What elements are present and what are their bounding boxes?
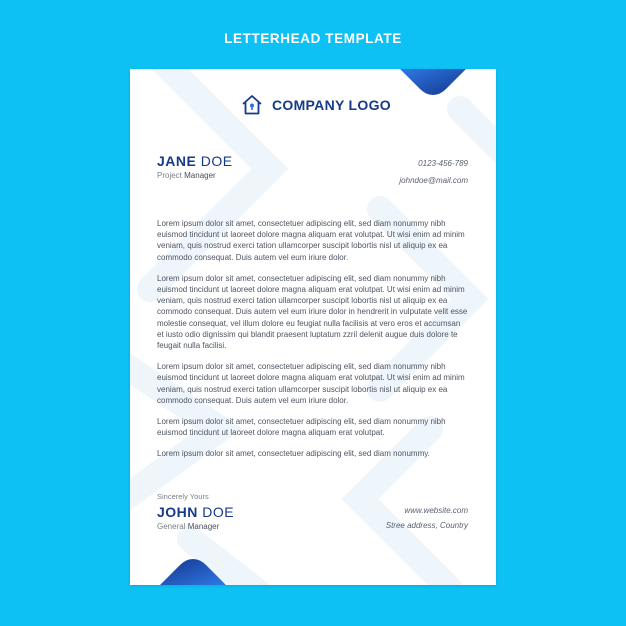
email-address: johndoe@mail.com (399, 176, 468, 185)
body-paragraph: Lorem ipsum dolor sit amet, consectetuer adipiscing elit, sed diam nonummy nibh euismod tincidunt ut laoreet dolore magna aliquam erat volutpat. Ut wisi enim ad minim veniam, quis nostrud exerci tation ullamcorper suscipit lobortis nisl ut aliquip ex ea commodo consequat. Duis autem vel eum iriure dolor. (157, 219, 465, 262)
sender-block (157, 153, 233, 180)
signer-title (157, 522, 234, 531)
signer-name (157, 504, 234, 520)
street-address: Stree address, Country (385, 521, 468, 530)
body-paragraph: Lorem ipsum dolor sit amet, consectetuer adipiscing elit, sed diam nonummy nibh euismod tincidunt ut laoreet dolore magna aliquam erat volutpat. (157, 417, 446, 438)
corner-accent-top (400, 69, 466, 95)
signer-title-suffix: Manager (187, 522, 220, 531)
sender-title (157, 171, 233, 180)
corner-accent-bottom (160, 559, 226, 585)
sender-name (157, 153, 233, 169)
sender-last-name: DOE (200, 153, 233, 169)
closing-block (157, 492, 234, 531)
logo-text: COMPANY LOGO (272, 97, 391, 113)
signer-first-name: JOHN (157, 504, 198, 520)
sender-title-suffix: Manager (184, 171, 216, 180)
closing-salutation: Sincerely Yours (157, 492, 209, 501)
body-paragraph: Lorem ipsum dolor sit amet, consectetuer adipiscing elit, sed diam nonummy nibh euismod tincidunt ut laoreet dolore magna aliquam erat volutpat. Ut wisi enim ad minim veniam, quis nostrud exerci tation ullamcorper suscipit lobortis nisl ut aliquip ex ea commodo consequat. Duis autem vel eum iriure dolor in hendrerit in vulputate velit esse molestie consequat, vel illum dolore eu feugiat nulla facilisis at vero eros et accumsan et iusto odio dignissim qui blandit praesent luptatum zzril delenit augue duis dolore te feugait nulla facilisi. (157, 273, 468, 351)
page-header-title: LETTERHEAD TEMPLATE (224, 31, 402, 46)
phone-number: 0123-456-789 (418, 159, 468, 168)
signer-last-name: DOE (202, 504, 235, 520)
contact-block (399, 155, 468, 189)
website: www.website.com (404, 506, 468, 515)
signer-title-prefix: General (157, 522, 186, 531)
letterhead-page (130, 69, 496, 585)
house-icon (241, 94, 263, 116)
sender-title-prefix: Project (157, 171, 182, 180)
sender-first-name: JANE (157, 153, 197, 169)
letter-body (157, 218, 469, 470)
body-paragraph: Lorem ipsum dolor sit amet, consectetuer adipiscing elit, sed diam nonummy nibh euismod tincidunt ut laoreet dolore magna aliquam erat volutpat. Ut wisi enim ad minim veniam, quis nostrud exerci tation ullamcorper suscipit lobortis nisl ut aliquip ex ea commodo consequat. Duis autem vel eum iriure dolor. (157, 362, 465, 405)
footer-contact (386, 503, 468, 533)
body-paragraph: Lorem ipsum dolor sit amet, consectetuer adipiscing elit, sed diam nonummy. (157, 449, 430, 459)
company-logo (241, 94, 391, 116)
